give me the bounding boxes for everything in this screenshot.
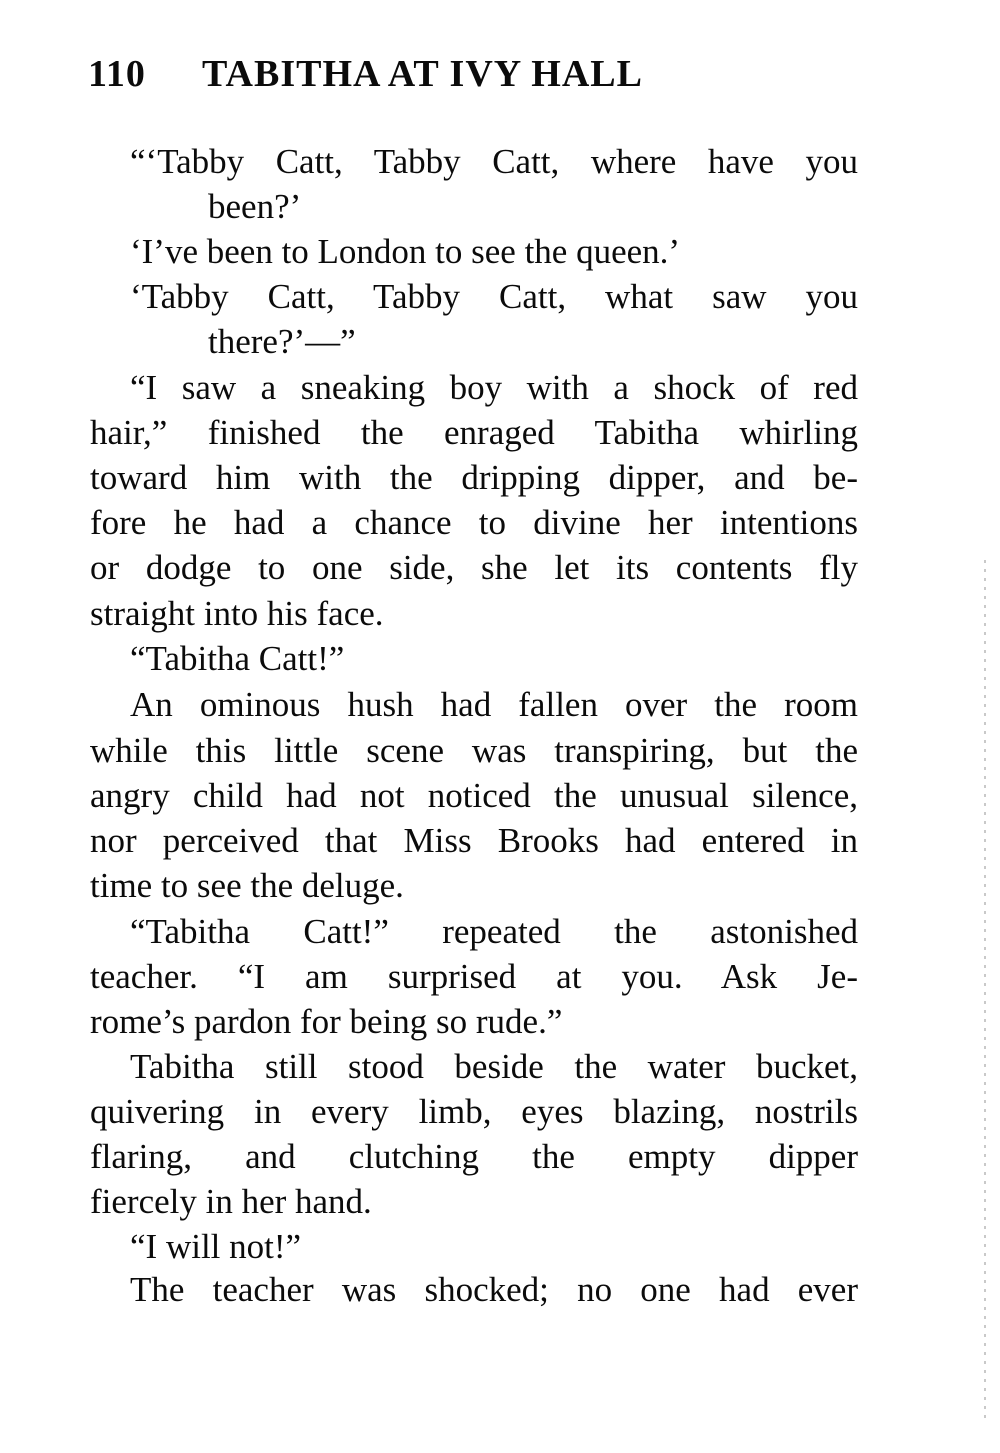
verse-line: ‘Tabby Catt, Tabby Catt, what saw you: [130, 277, 858, 316]
text-line: fiercely in her hand.: [90, 1182, 372, 1221]
running-title: TABITHA AT IVY HALL: [202, 53, 643, 95]
text-line: quivering in every limb, eyes blazing, nostrils: [90, 1092, 858, 1131]
text-line: while this little scene was transpiring, but the: [90, 731, 858, 770]
text-line: angry child had not noticed the unusual silence,: [90, 776, 858, 815]
text-line: hair,” finished the enraged Tabitha whirling: [90, 413, 858, 452]
text-line: time to see the deluge.: [90, 866, 404, 905]
text-line: teacher. “I am surprised at you. Ask Je-: [90, 957, 858, 996]
text-line: The teacher was shocked; no one had ever: [130, 1270, 858, 1309]
text-line: “Tabitha Catt!” repeated the astonished: [130, 912, 858, 951]
page-number: 110: [88, 53, 146, 95]
text-line: rome’s pardon for being so rude.”: [90, 1002, 563, 1041]
text-line: fore he had a chance to divine her intentions: [90, 503, 858, 542]
text-line: straight into his face.: [90, 594, 384, 633]
text-line: “I saw a sneaking boy with a shock of red: [130, 368, 858, 407]
text-line: or dodge to one side, she let its contents fly: [90, 548, 858, 587]
text-line: toward him with the dripping dipper, and be-: [90, 458, 858, 497]
text-line: Tabitha still stood beside the water bucket,: [130, 1047, 858, 1086]
text-line: “Tabitha Catt!”: [130, 639, 345, 678]
verse-line: ‘I’ve been to London to see the queen.’: [130, 232, 681, 271]
verse-line: been?’: [208, 187, 302, 226]
verse-line: there?’—”: [208, 322, 356, 361]
verse-line: “‘Tabby Catt, Tabby Catt, where have you: [130, 142, 858, 181]
text-line: An ominous hush had fallen over the room: [130, 685, 858, 724]
scan-edge-mark: [984, 560, 986, 1420]
running-head: [88, 52, 768, 102]
text-line: “I will not!”: [130, 1227, 302, 1266]
text-line: flaring, and clutching the empty dipper: [90, 1137, 858, 1176]
text-line: nor perceived that Miss Brooks had entered in: [90, 821, 858, 860]
